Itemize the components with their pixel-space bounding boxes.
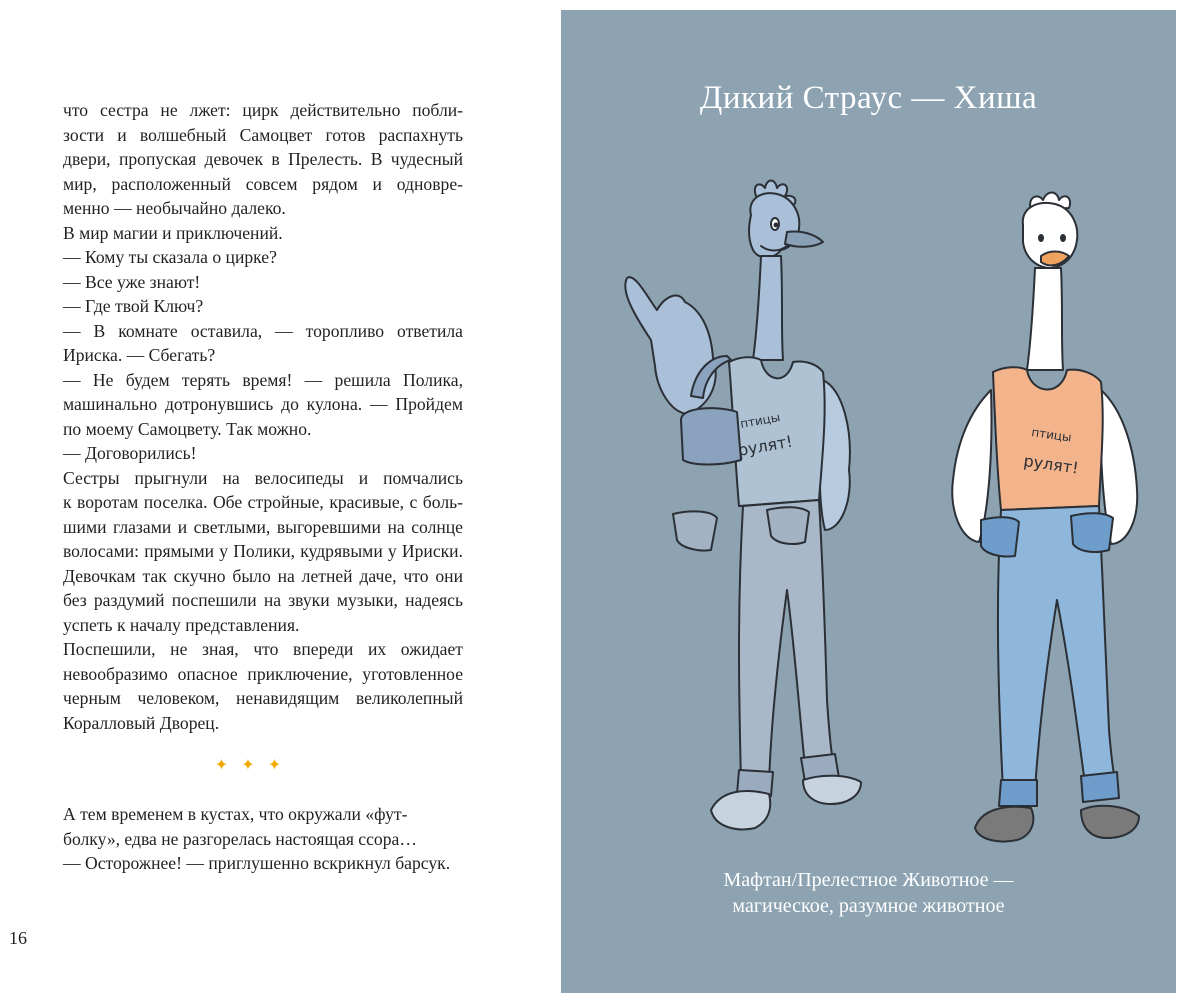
paragraph-2 [63, 319, 463, 368]
text-line: — В комнате оставила, — торопливо ответила [63, 320, 463, 341]
caption-line-2: магическое, разумное животное [732, 895, 1005, 917]
text-line: что сестра не лжет: цирк действительно побли- [63, 100, 463, 120]
text-line: невообразимо опасное приключение, уготовленное [63, 663, 463, 684]
text-line: машинально дотронувшись до кулона. — Пройдем [63, 394, 463, 414]
text-line: менно — необычайно далеко. [63, 198, 286, 218]
page-number: 16 [9, 928, 27, 948]
text-line: барсук. [395, 853, 451, 873]
text-line: — Все уже знают! [63, 271, 201, 292]
paragraph-6 [63, 802, 463, 851]
text-line: волосами: прямыми у Полики, кудрявыми у Ириски. [63, 541, 463, 561]
text-line: Ириска. — Сбегать? [63, 345, 216, 365]
text-line: по моему Самоцвету. Так можно. [63, 418, 312, 439]
paragraph-5 [63, 637, 463, 735]
text-line: Коралловый Дворец. [63, 712, 220, 733]
text-line: — Не будем терять время! — решила Полика, [63, 369, 463, 390]
text-line: Сестры прыгнули на велосипеды и помчались [63, 467, 463, 488]
left-ostrich-figure [625, 181, 861, 830]
text-line: успеть к началу представления. [63, 614, 300, 635]
text-line: мир, расположенный совсем рядом и одновре- [63, 173, 463, 194]
illustration-page [561, 10, 1176, 993]
caption-line-1: Мафтан/Прелестное Животное — [723, 869, 1014, 891]
paragraph-1 [63, 98, 463, 221]
illustration-caption [561, 867, 1176, 919]
paragraph-3 [63, 368, 463, 442]
right-shirt-text-1: птицы [1030, 425, 1073, 445]
text-line: — Осторожнее! — приглушенно вскрикнул [63, 853, 391, 873]
text-line: А тем временем в кустах, что окружали «фут- [63, 804, 408, 824]
ostrich-illustration [561, 10, 1176, 993]
body-text-column-2 [63, 802, 463, 876]
paragraph-4 [63, 466, 463, 638]
section-separator: ✦ ✦ ✦ [214, 755, 286, 774]
text-line: без раздумий поспешили на звуки музыки, надеясь [63, 590, 463, 610]
text-line: — Договорились! [63, 443, 197, 463]
left-text-page [0, 0, 560, 1003]
text-line: Девочкам так скучно было на летней даче, что они [63, 565, 463, 586]
paragraph-7 [63, 851, 463, 876]
text-line: — Кому ты сказала о цирке? [63, 247, 277, 267]
illustration-title: Дикий Страус — Хиша [699, 80, 1038, 116]
left-shirt-text-1: птицы [739, 410, 782, 431]
left-shirt-text-2: рулят! [736, 431, 795, 460]
dialogue-lines [63, 221, 463, 319]
text-line: к воротам поселка. Обе стройные, красивые, с боль- [63, 492, 463, 512]
text-line: черным человеком, ненавидящим великолепный [63, 688, 463, 708]
text-line: шими глазами и светлыми, выгоревшими на солнце [63, 516, 463, 537]
body-text-column [63, 98, 463, 735]
text-line: Поспешили, не зная, что впереди их ожидает [63, 639, 463, 659]
right-ostrich-figure [952, 193, 1139, 842]
paragraph-agreed [63, 441, 463, 466]
text-line: — Где твой Ключ? [63, 296, 204, 316]
text-line: болку», едва не разгорелась настоящая ссора… [63, 828, 417, 849]
text-line: двери, пропуская девочек в Прелесть. В чудесный [63, 149, 463, 169]
text-line: зости и волшебный Самоцвет готов распахнуть [63, 124, 463, 145]
right-shirt-text-2: рулят! [1022, 451, 1080, 478]
text-line: В мир магии и приключений. [63, 222, 283, 243]
